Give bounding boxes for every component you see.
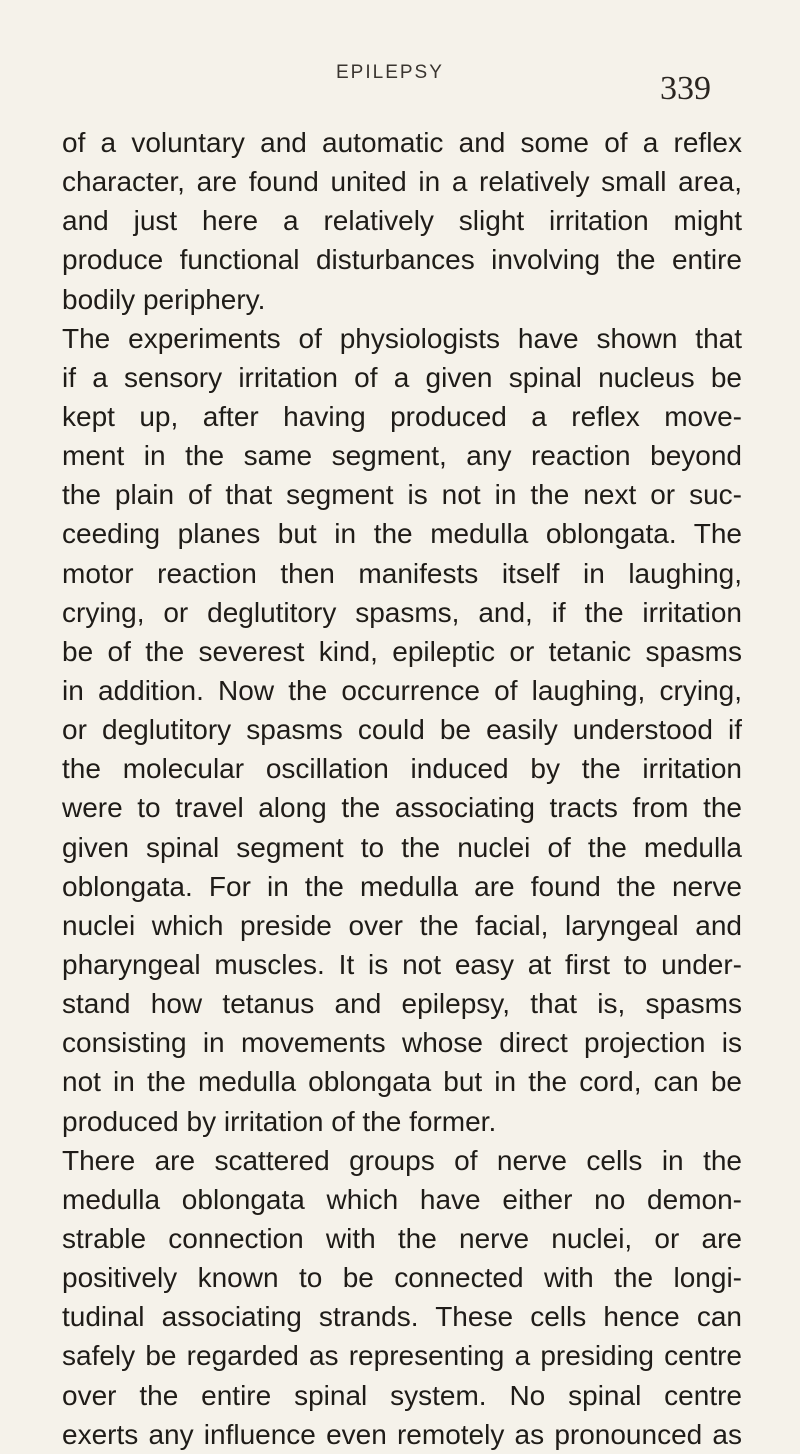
text-line: character, are found united in a relatively small area, xyxy=(62,166,742,198)
text-line: nuclei which preside over the facial, laryngeal and xyxy=(62,909,742,941)
text-line: oblongata. For in the medulla are found the nerve xyxy=(62,870,742,902)
text-line: strable connection with the nerve nuclei, or are xyxy=(62,1222,742,1254)
text-line: motor reaction then manifests itself in laughing, xyxy=(62,557,742,589)
text-line: ceeding planes but in the medulla oblongata. The xyxy=(62,518,742,550)
text-line: given spinal segment to the nuclei of the medulla xyxy=(62,831,742,863)
page-number: 339 xyxy=(660,70,711,107)
text-line: medulla oblongata which have either no demon- xyxy=(62,1183,742,1215)
text-line: not in the medulla oblongata but in the cord, can be xyxy=(62,1066,742,1098)
text-line: if a sensory irritation of a given spinal nucleus be xyxy=(62,361,742,393)
text-line: positively known to be connected with the longi- xyxy=(62,1262,742,1294)
text-line: tudinal associating strands. These cells hence can xyxy=(62,1301,742,1333)
text-line: over the entire spinal system. No spinal centre xyxy=(62,1379,742,1411)
text-line: the molecular oscillation induced by the irritation xyxy=(62,753,742,785)
text-line: were to travel along the associating tracts from the xyxy=(62,792,742,824)
body-text xyxy=(62,123,742,1454)
text-line: produce functional disturbances involving the entire xyxy=(62,244,742,276)
text-line: or deglutitory spasms could be easily understood if xyxy=(62,714,742,746)
text-line: There are scattered groups of nerve cells in the xyxy=(62,1144,742,1176)
text-line: produced by irritation of the former. xyxy=(62,1105,497,1137)
text-line: ment in the same segment, any reaction beyond xyxy=(62,440,742,472)
text-line: of a voluntary and automatic and some of a reflex xyxy=(62,127,742,158)
text-line: crying, or deglutitory spasms, and, if the irritation xyxy=(62,596,742,628)
text-line: safely be regarded as representing a presiding centre xyxy=(62,1340,742,1372)
text-line: exerts any influence even remotely as pronounced as xyxy=(62,1418,742,1450)
text-line: bodily periphery. xyxy=(62,283,266,315)
text-line: kept up, after having produced a reflex move- xyxy=(62,400,742,432)
text-line: be of the severest kind, epileptic or tetanic spasms xyxy=(62,635,742,667)
text-line: consisting in movements whose direct projection is xyxy=(62,1027,742,1059)
running-head: EPILEPSY xyxy=(336,62,444,83)
text-line: the plain of that segment is not in the next or suc- xyxy=(62,479,742,511)
text-line: The experiments of physiologists have shown that xyxy=(62,322,742,354)
text-line: in addition. Now the occurrence of laughing, crying, xyxy=(62,674,742,706)
text-line: pharyngeal muscles. It is not easy at first to under- xyxy=(62,948,742,980)
text-line: and just here a relatively slight irritation might xyxy=(62,205,742,237)
text-line: stand how tetanus and epilepsy, that is, spasms xyxy=(62,988,742,1020)
